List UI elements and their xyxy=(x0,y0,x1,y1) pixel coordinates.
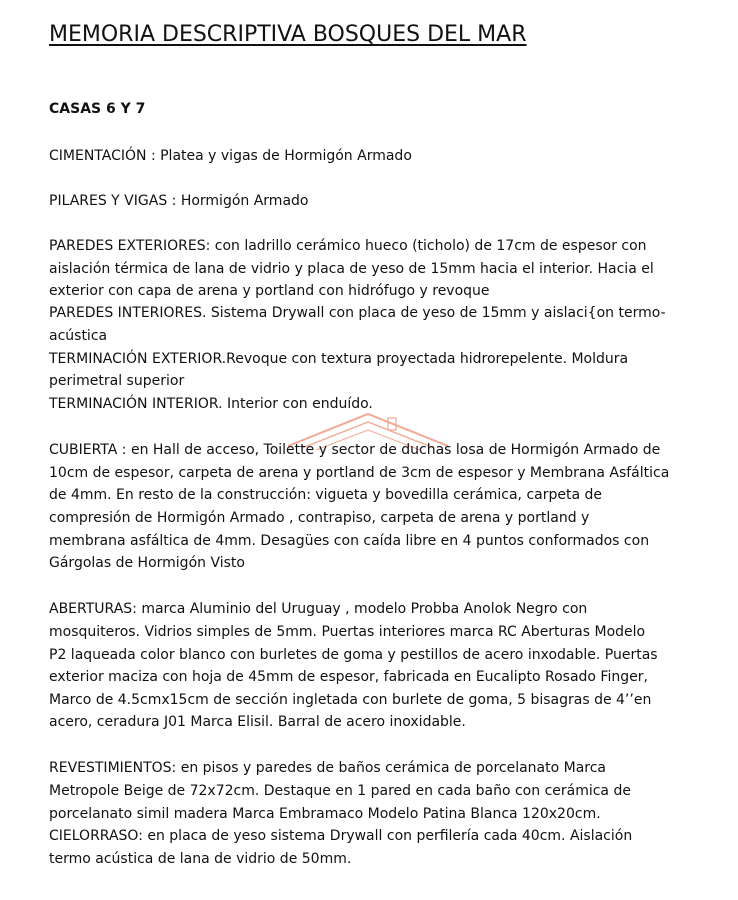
paragraph-line: porcelanato simil madera Marca Embramaco Modelo Patina Blanca 120x20cm. xyxy=(49,806,601,822)
paragraph-line: TERMINACIÓN INTERIOR. Interior con enduído. xyxy=(49,396,373,412)
paragraph-line: Marco de 4.5cmx15cm de sección ingletada con burlete de goma, 5 bisagras de 4’’en xyxy=(49,692,652,708)
paragraph-line: PILARES Y VIGAS : Hormigón Armado xyxy=(49,193,309,209)
paragraph-line: membrana asfáltica de 4mm. Desagües con caída libre en 4 puntos conformados con xyxy=(49,533,650,549)
paragraph-line: perimetral superior xyxy=(49,373,185,389)
paragraph-line: ABERTURAS: marca Aluminio del Uruguay , modelo Probba Anolok Negro con xyxy=(49,601,588,617)
page-title: MEMORIA DESCRIPTIVA BOSQUES DEL MAR xyxy=(49,22,527,47)
paragraph-line: exterior maciza con hoja de 45mm de espesor, fabricada en Eucalipto Rosado Finger, xyxy=(49,669,648,685)
section-heading: CASAS 6 Y 7 xyxy=(49,101,146,117)
paragraph-line: acústica xyxy=(49,328,108,344)
paragraph-line: TERMINACIÓN EXTERIOR.Revoque con textura proyectada hidrorepelente. Moldura xyxy=(49,351,629,367)
paragraph-line: acero, ceradura J01 Marca Elisil. Barral de acero inoxidable. xyxy=(49,714,466,730)
paragraph-line: Gárgolas de Hormigón Visto xyxy=(49,555,245,571)
paragraph-line: 10cm de espesor, carpeta de arena y portland de 3cm de espesor y Membrana Asfáltica xyxy=(49,465,670,481)
paragraph-line: mosquiteros. Vidrios simples de 5mm. Puertas interiores marca RC Aberturas Modelo xyxy=(49,624,646,640)
paragraph-line: exterior con capa de arena y portland con hidrófugo y revoque xyxy=(49,283,490,299)
paragraph-line: Metropole Beige de 72x72cm. Destaque en 1 pared en cada baño con cerámica de xyxy=(49,783,631,799)
paragraph-line: P2 laqueada color blanco con burletes de goma y pestillos de acero inxodable. Puertas xyxy=(49,647,658,663)
paragraph-line: PAREDES EXTERIORES: con ladrillo cerámico hueco (ticholo) de 17cm de espesor con xyxy=(49,238,647,254)
paragraph-line: de 4mm. En resto de la construcción: vigueta y bovedilla cerámica, carpeta de xyxy=(49,487,603,503)
paragraph-line: compresión de Hormigón Armado , contrapiso, carpeta de arena y portland y xyxy=(49,510,590,526)
paragraph-line: CUBIERTA : en Hall de acceso, Toilette y sector de duchas losa de Hormigón Armado de xyxy=(49,442,661,458)
paragraph-line: REVESTIMIENTOS: en pisos y paredes de baños cerámica de porcelanato Marca xyxy=(49,760,607,776)
paragraph-line: CIELORRASO: en placa de yeso sistema Drywall con perfilería cada 40cm. Aislación xyxy=(49,828,633,844)
paragraph-line: PAREDES INTERIORES. Sistema Drywall con placa de yeso de 15mm y aislaci{on termo- xyxy=(49,305,666,321)
paragraph-line: CIMENTACIÓN : Platea y vigas de Hormigón Armado xyxy=(49,148,412,164)
paragraph-line: aislación térmica de lana de vidrio y placa de yeso de 15mm hacia el interior. Hacia el xyxy=(49,261,654,277)
paragraph-line: termo acústica de lana de vidrio de 50mm. xyxy=(49,851,352,867)
